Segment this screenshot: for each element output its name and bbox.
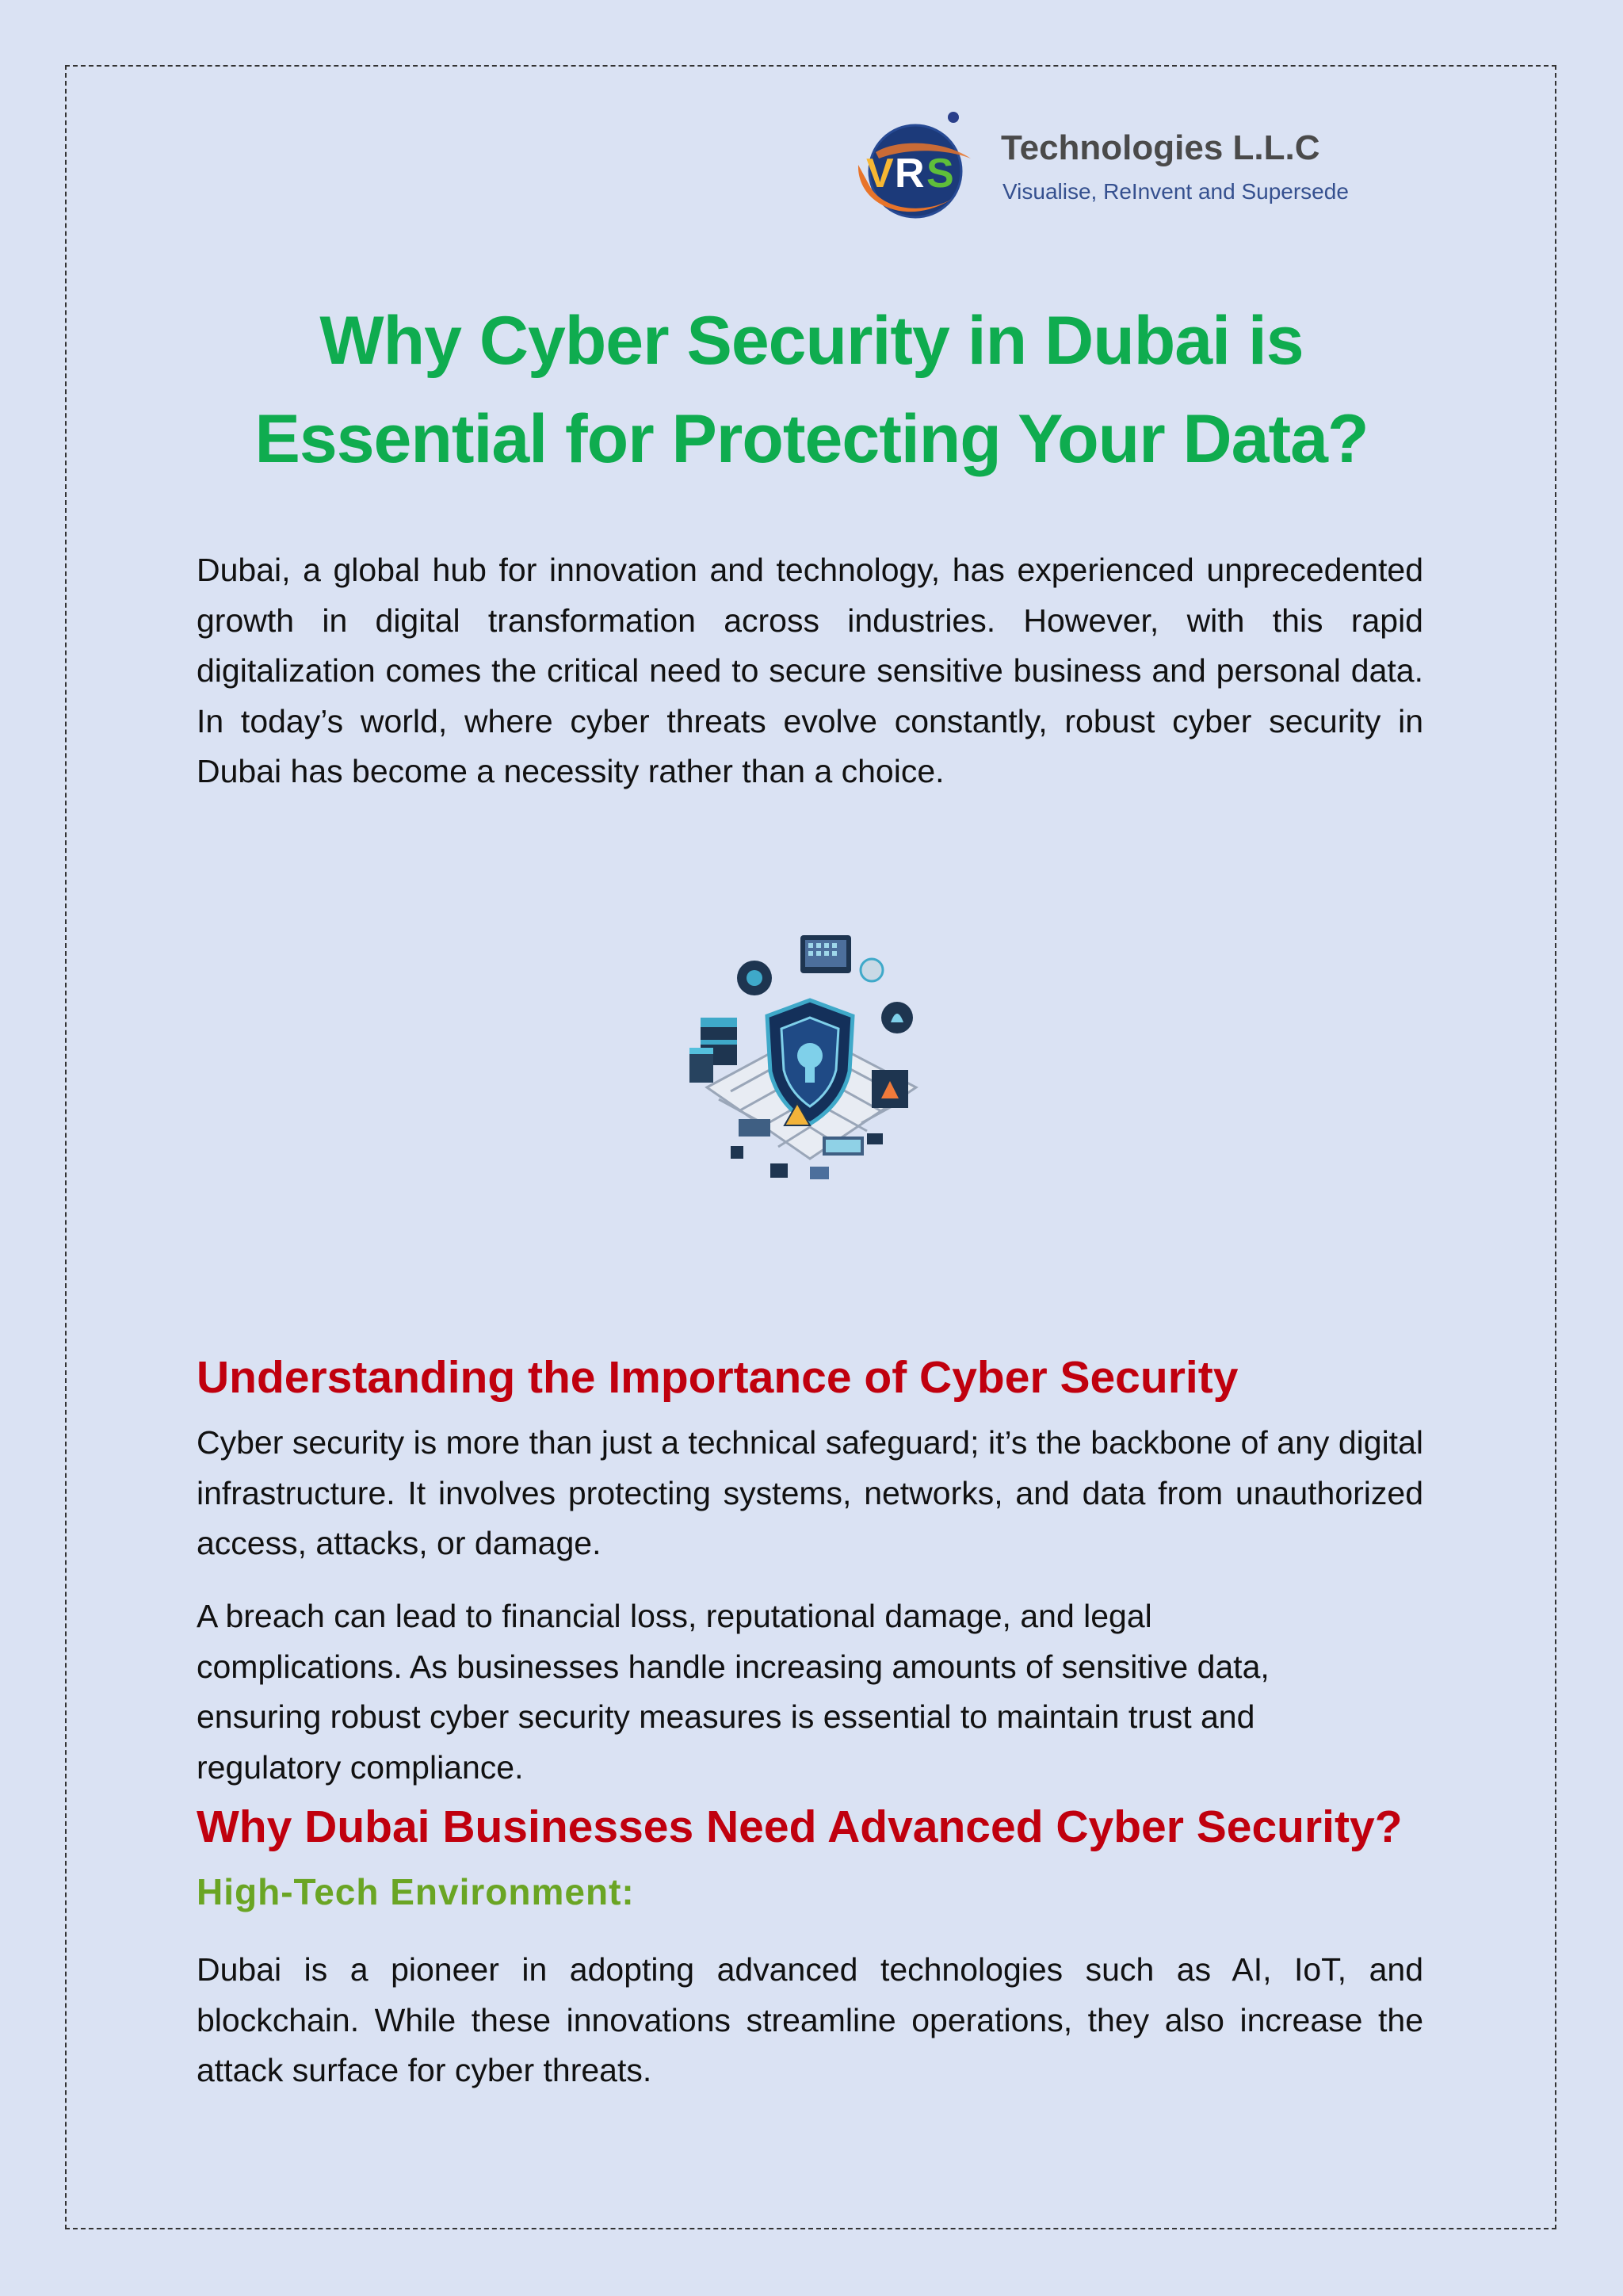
- section-heading-dubai-businesses: Why Dubai Businesses Need Advanced Cyber Security?: [197, 1801, 1403, 1852]
- svg-text:V: V: [866, 151, 894, 197]
- importance-paragraph-2-line: regulatory compliance.: [197, 1748, 524, 1786]
- high-tech-paragraph: Dubai is a pioneer in adopting advanced technologies such as AI, IoT, and blockchain. While these innovations streamline operations, they also increase the attack surface for cyber threats.: [197, 1951, 1423, 2088]
- importance-paragraph-1: Cyber security is more than just a technical safeguard; it’s the backbone of any digital infrastructure. It involves protecting systems, networks, and data from unauthorized access, attacks, or damage.: [197, 1424, 1423, 1561]
- logo-company-name: Technologies L.L.C: [1001, 128, 1320, 167]
- cyber-security-shield-icon: [683, 929, 940, 1222]
- title-line-1: Why Cyber Security in Dubai is: [319, 303, 1304, 379]
- section-heading-importance: Understanding the Importance of Cyber Security: [197, 1352, 1239, 1403]
- svg-text:R: R: [895, 151, 925, 197]
- title-line-2: Essential for Protecting Your Data?: [254, 401, 1369, 477]
- logo-tagline: Visualise, ReInvent and Supersede: [1002, 179, 1349, 204]
- svg-text:S: S: [926, 151, 954, 197]
- intro-paragraph: Dubai, a global hub for innovation and technology, has experienced unprecedented growth in digital transformation across industries. However, with this rapid digitalization comes the critical need to secure sensitive business and personal data. In today’s world, where cyber threats evolve constantly, robust cyber security in Dubai has become a necessity rather than a choice.: [197, 552, 1423, 789]
- importance-paragraph-2-line: complications. As businesses handle increasing amounts of sensitive data,: [197, 1648, 1270, 1685]
- vrs-globe-icon: [852, 109, 979, 228]
- company-logo: [852, 109, 1349, 228]
- importance-paragraph-2-line: A breach can lead to financial loss, reputational damage, and legal: [197, 1598, 1152, 1634]
- document-title: [119, 292, 1504, 488]
- subheading-high-tech: High-Tech Environment:: [197, 1871, 635, 1912]
- importance-paragraph-2-line: ensuring robust cyber security measures is essential to maintain trust and: [197, 1698, 1255, 1735]
- importance-paragraph-2: [197, 1591, 1423, 1793]
